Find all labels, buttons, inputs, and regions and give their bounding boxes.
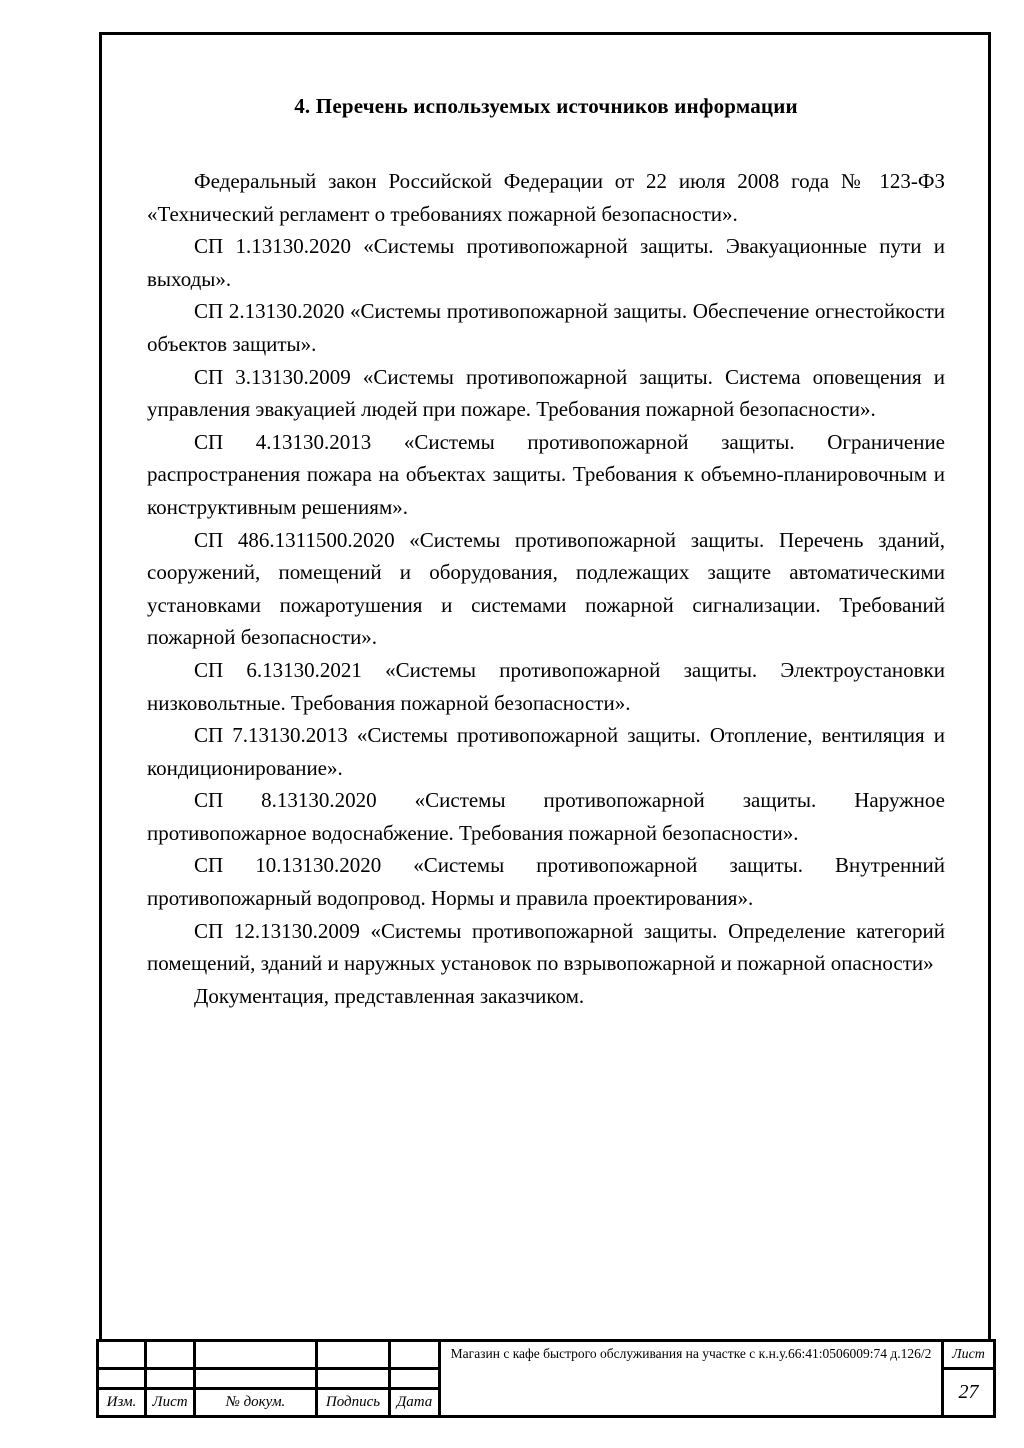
- titleblock-cell-empty: [318, 1342, 388, 1367]
- body-paragraph: СП 8.13130.2020 «Системы противопожарной защиты. Наружное противопожарное водоснабжение. Требования пожарной безопасности».: [147, 788, 945, 845]
- body-paragraph: СП 1.13130.2020 «Системы противопожарной защиты. Эвакуационные пути и выходы».: [147, 234, 945, 291]
- document-body: [147, 94, 945, 1012]
- body-paragraph: СП 486.1311500.2020 «Системы противопожарной защиты. Перечень зданий, сооружений, помещений и оборудования, подлежащих защите автоматическими установками пожаротушения и системами пожарной сигнализации. Требований пожарной безопасности».: [147, 527, 945, 650]
- titleblock-cell-empty: [99, 1370, 144, 1387]
- titleblock-cell-empty: [391, 1342, 438, 1367]
- titleblock-cell-empty: [196, 1370, 315, 1387]
- titleblock-cell-empty: [147, 1370, 193, 1387]
- footer-label-data: Дата: [391, 1390, 438, 1415]
- body-paragraph: СП 4.13130.2013 «Системы противопожарной защиты. Ограничение распространения пожара на объектах защиты. Требования к объемно-планировочным и конструктивным решениям».: [147, 429, 945, 519]
- body-paragraph: Документация, представленная заказчиком.: [194, 983, 585, 1008]
- footer-label-doc-num: № докум.: [196, 1390, 315, 1415]
- titleblock-cell-empty: [391, 1370, 438, 1387]
- body-paragraph: СП 12.13130.2009 «Системы противопожарной защиты. Определение категорий помещений, зданий и наружных установок по взрывопожарной и пожарной опасности»: [147, 918, 945, 976]
- titleblock-cell-empty: [318, 1370, 388, 1387]
- footer-label-podpis: Подпись: [318, 1390, 388, 1415]
- sheet-number: 27: [944, 1370, 993, 1415]
- project-name-cell: Магазин с кафе быстрого обслуживания на участке с к.н.у.66:41:0506009:74 д.126/2: [441, 1342, 941, 1415]
- titleblock-cell-empty: [99, 1342, 144, 1367]
- title-block: [96, 1339, 996, 1418]
- footer-label-list: Лист: [147, 1390, 193, 1415]
- body-paragraph: СП 3.13130.2009 «Системы противопожарной защиты. Система оповещения и управления эвакуацией людей при пожаре. Требования пожарной безопасности».: [147, 364, 945, 422]
- titleblock-cell-empty: [196, 1342, 315, 1367]
- body-paragraph: Федеральный закон Российской Федерации от 22 июля 2008 года № 123-ФЗ «Технический регламент о требованиях пожарной безопасности».: [147, 169, 945, 226]
- footer-label-izm: Изм.: [99, 1390, 144, 1415]
- section-title: 4. Перечень используемых источников информации: [294, 94, 798, 118]
- sheet-label: Лист: [944, 1342, 993, 1367]
- body-paragraph: СП 10.13130.2020 «Системы противопожарной защиты. Внутренний противопожарный водопровод. Нормы и правила проектирования».: [147, 853, 945, 911]
- titleblock-cell-empty: [147, 1342, 193, 1367]
- body-paragraph: СП 7.13130.2013 «Системы противопожарной защиты. Отопление, вентиляция и кондиционирование».: [147, 723, 945, 780]
- body-paragraph: СП 2.13130.2020 «Системы противопожарной защиты. Обеспечение огнестойкости объектов защиты».: [147, 299, 945, 356]
- body-paragraph: СП 6.13130.2021 «Системы противопожарной защиты. Электроустановки низковольтные. Требования пожарной безопасности».: [147, 657, 945, 715]
